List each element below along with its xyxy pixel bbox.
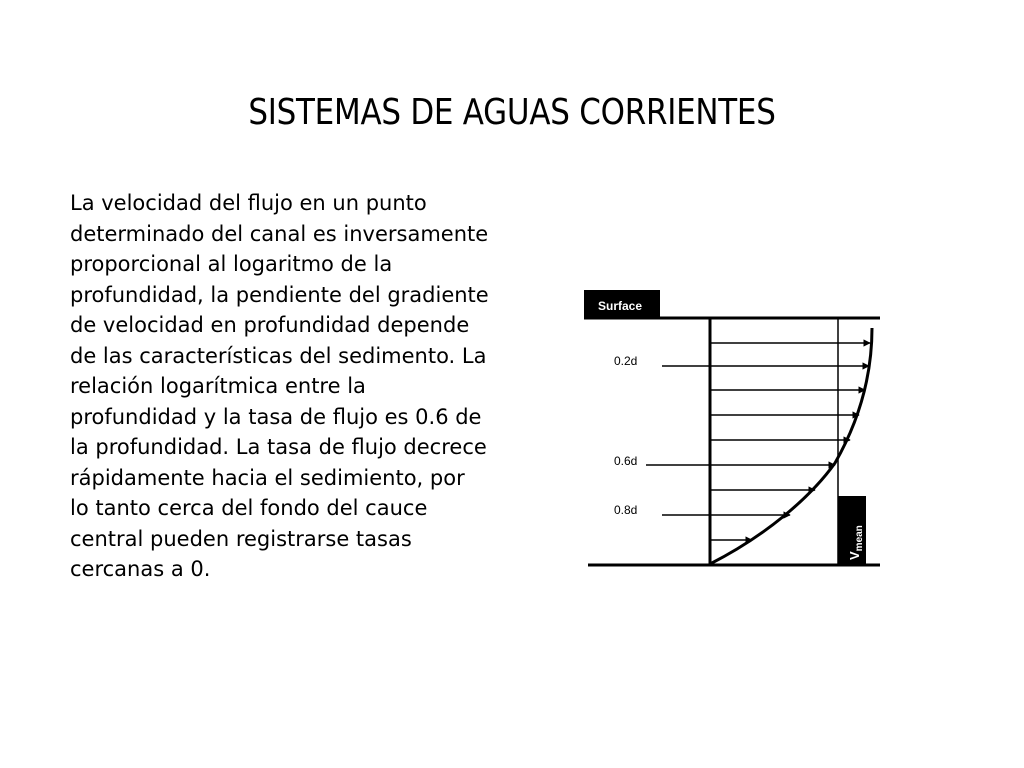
depth-label-0-6d: 0.6d [614, 454, 638, 468]
surface-label: Surface [597, 299, 643, 313]
velocity-arrows [646, 343, 870, 540]
body-paragraph: La velocidad del flujo en un punto determinado del canal es inversamente proporcional al logaritmo de la profundidad, la pendiente del gradiente de velocidad en profundidad depende de las características del sedimento. La relación logarítmica entre la profundidad y la tasa de flujo es 0.6 de la profundidad. La tasa de flujo decrece rápidamente hacia el sedimiento, por lo tanto cerca del fondo del cauce central pueden registrarse tasas cercanas a 0. [70, 191, 489, 581]
depth-label-0-2d: 0.2d [614, 354, 638, 368]
slide-title: SISTEMAS DE AGUAS CORRIENTES [248, 92, 776, 133]
mean-velocity-label-main: V [847, 551, 862, 560]
velocity-profile-diagram [580, 288, 890, 578]
depth-label-0-8d: 0.8d [614, 503, 638, 517]
mean-velocity-label-sub: mean [854, 525, 865, 552]
